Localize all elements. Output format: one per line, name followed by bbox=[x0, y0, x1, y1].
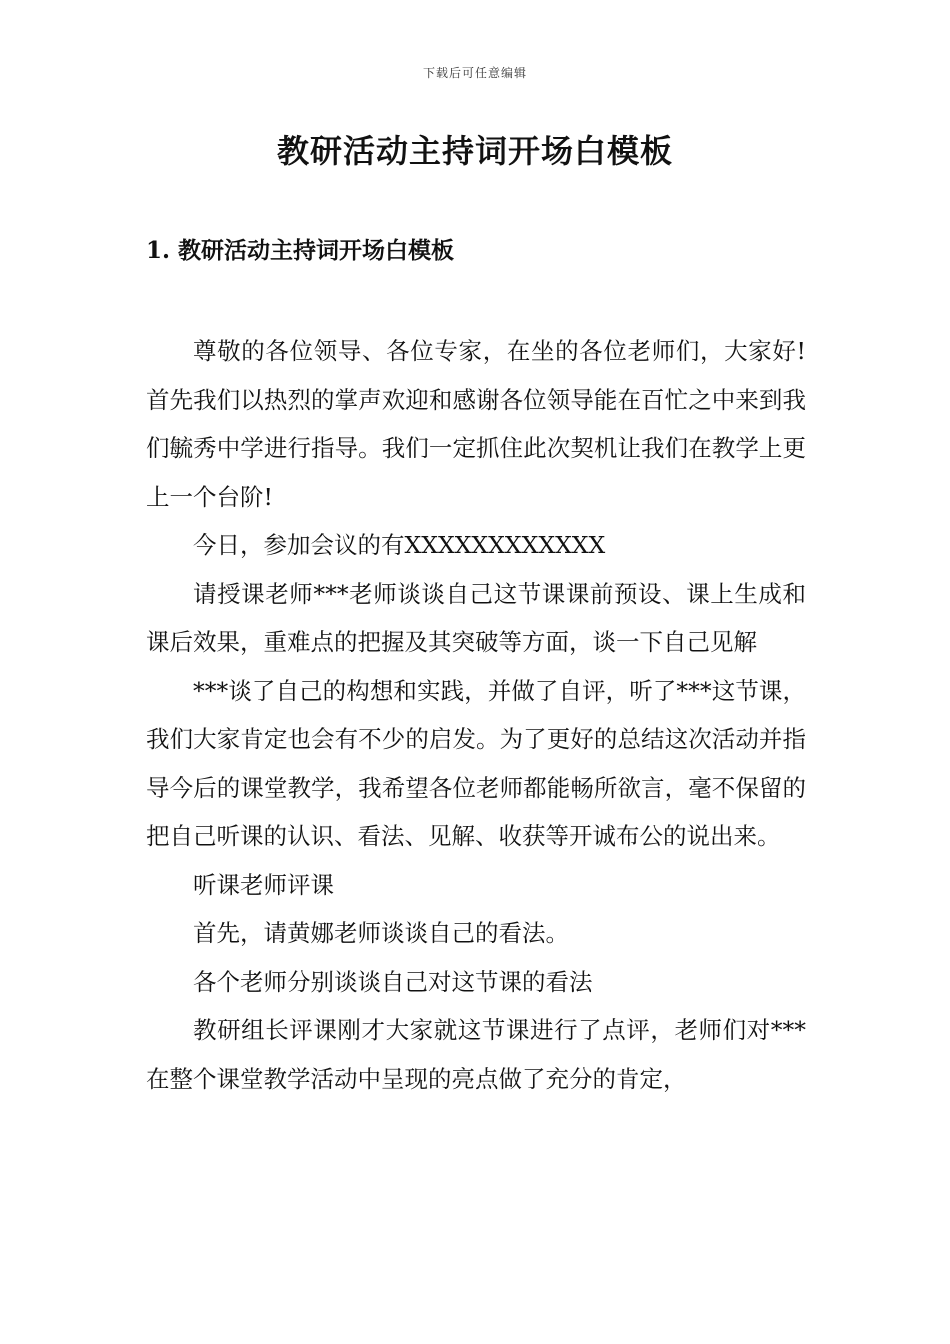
body-text bbox=[146, 327, 806, 1103]
paragraph-group-leader: 教研组长评课刚才大家就这节课进行了点评，老师们对***在整个课堂教学活动中呈现的亮点做了充分的肯定， bbox=[146, 1016, 806, 1093]
section-heading: 1. 教研活动主持词开场白模板 bbox=[146, 237, 455, 264]
paragraph-first-speaker: 首先，请黄娜老师谈谈自己的看法。 bbox=[193, 919, 569, 947]
paragraph-listener-review: 听课老师评课 bbox=[193, 870, 334, 899]
paragraph-each-teacher: 各个老师分别谈谈自己对这节课的看法 bbox=[193, 967, 593, 996]
paragraph-teacher-reflection: 请授课老师***老师谈谈自己这节课课前预设、课上生成和课后效果，重难点的把握及其突破等方面，谈一下自己见解 bbox=[146, 579, 806, 656]
paragraph-discussion-invite: ***谈了自己的构想和实践，并做了自评，听了***这节课，我们大家肯定也会有不少的启发。为了更好的总结这次活动并指导今后的课堂教学，我希望各位老师都能畅所欲言，毫不保留的把自己听课的认识、看法、见解、收获等开诚布公的说出来。 bbox=[146, 676, 806, 850]
header-note: 下载后可任意编辑 bbox=[422, 66, 527, 80]
paragraph-attendees: 今日，参加会议的有XXXXXXXXXXXX bbox=[193, 531, 606, 559]
paragraph-greeting: 尊敬的各位领导、各位专家，在坐的各位老师们，大家好!首先我们以热烈的掌声欢迎和感谢各位领导能在百忙之中来到我们毓秀中学进行指导。我们一定抓住此次契机让我们在教学上更上一个台阶! bbox=[146, 337, 806, 511]
document-title: 教研活动主持词开场白模板 bbox=[276, 132, 673, 170]
